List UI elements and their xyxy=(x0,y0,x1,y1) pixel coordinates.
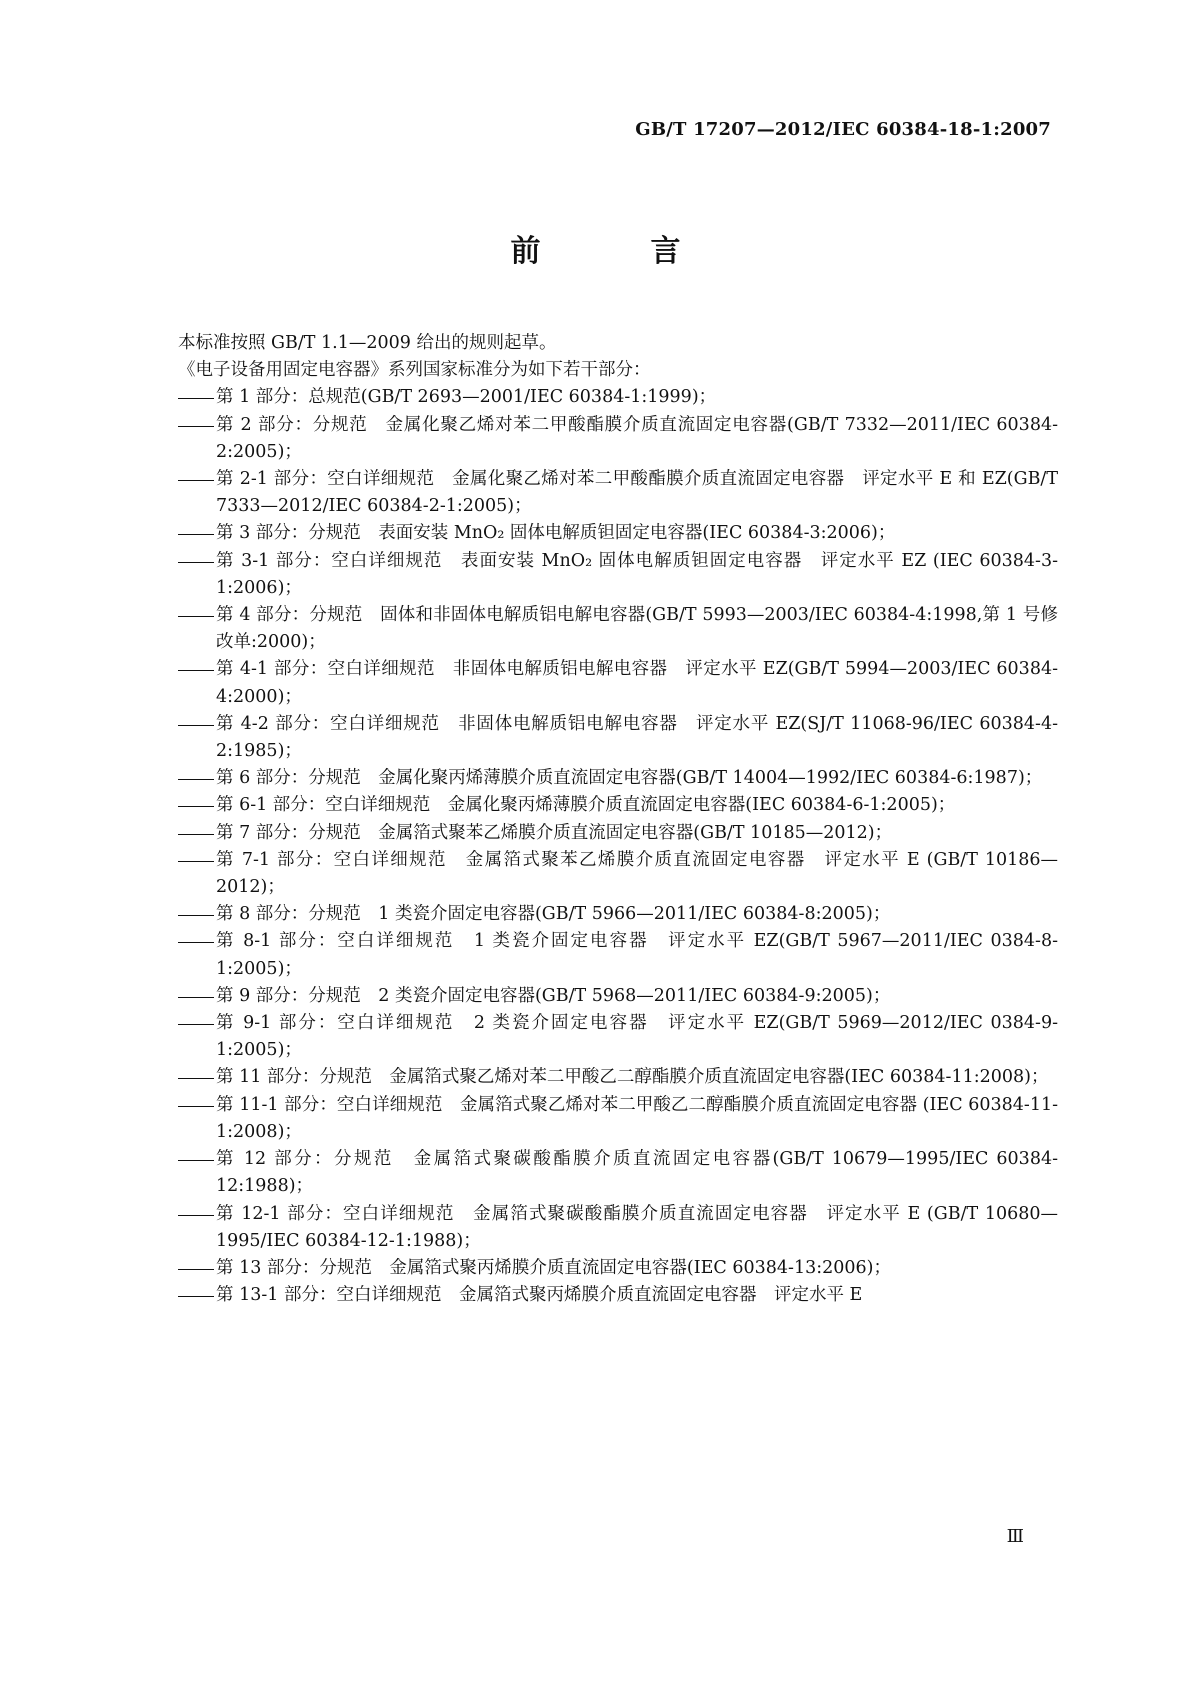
em-dash-marker xyxy=(178,656,216,671)
list-item-text: 第 3 部分：分规范 表面安装 MnO₂ 固体电解质钽固定电容器(IEC 60384-3:2006)； xyxy=(216,523,896,544)
list-item xyxy=(178,792,1058,819)
list-item-text: 第 4 部分：分规范 固体和非固体电解质铝电解电容器(GB/T 5993—2003/IEC 60384-4:1998,第 1 号修改单:2000)； xyxy=(216,605,1058,653)
list-item xyxy=(178,1064,1058,1091)
list-item-text: 第 12-1 部分：空白详细规范 金属箔式聚碳酸酯膜介质直流固定电容器 评定水平 E (GB/T 10680—1995/IEC 60384-12-1:1988)； xyxy=(216,1203,1058,1251)
list-item xyxy=(178,711,1058,765)
list-item-text: 第 9 部分：分规范 2 类瓷介固定电容器(GB/T 5968—2011/IEC 60384-9:2005)； xyxy=(216,985,891,1006)
list-item xyxy=(178,1255,1058,1282)
list-item-text: 第 12 部分：分规范 金属箔式聚碳酸酯膜介质直流固定电容器(GB/T 10679—1995/IEC 60384-12:1988)； xyxy=(216,1149,1058,1197)
list-item xyxy=(178,901,1058,928)
em-dash-marker xyxy=(178,412,216,427)
em-dash-marker xyxy=(178,928,216,943)
standard-number: GB/T 17207—2012/IEC 60384-18-1:2007 xyxy=(635,119,1051,140)
em-dash-marker xyxy=(178,1146,216,1161)
list-item-text: 第 2-1 部分：空白详细规范 金属化聚乙烯对苯二甲酸酯膜介质直流固定电容器 评定水平 E 和 EZ(GB/T 7333—2012/IEC 60384-2-1:2005)； xyxy=(216,469,1058,517)
em-dash-marker xyxy=(178,1282,216,1297)
list-item-text: 第 3-1 部分：空白详细规范 表面安装 MnO₂ 固体电解质钽固定电容器 评定水平 EZ (IEC 60384-3-1:2006)； xyxy=(216,550,1058,598)
intro-paragraph: 《电子设备用固定电容器》系列国家标准分为如下若干部分： xyxy=(178,360,651,381)
list-item xyxy=(178,847,1058,901)
list-item xyxy=(178,1092,1058,1146)
em-dash-marker xyxy=(178,384,216,399)
list-item xyxy=(178,520,1058,547)
list-item-text: 第 13 部分：分规范 金属箔式聚丙烯膜介质直流固定电容器(IEC 60384-13:2006)； xyxy=(216,1257,891,1278)
list-item xyxy=(178,820,1058,847)
list-item-text: 第 4-2 部分：空白详细规范 非固体电解质铝电解电容器 评定水平 EZ(SJ/T 11068-96/IEC 60384-4-2:1985)； xyxy=(216,713,1058,762)
list-item-text: 第 11 部分：分规范 金属箔式聚乙烯对苯二甲酸乙二醇酯膜介质直流固定电容器(IEC 60384-11:2008)； xyxy=(216,1067,1049,1088)
em-dash-marker xyxy=(178,792,216,807)
em-dash-marker xyxy=(178,466,216,481)
list-item-text: 第 9-1 部分：空白详细规范 2 类瓷介固定电容器 评定水平 EZ(GB/T 5969—2012/IEC 0384-9-1:2005)； xyxy=(216,1013,1058,1061)
page-number: Ⅲ xyxy=(1006,1526,1024,1547)
em-dash-marker xyxy=(178,1064,216,1079)
list-item xyxy=(178,384,1058,411)
list-item xyxy=(178,765,1058,792)
list-item xyxy=(178,602,1058,656)
list-item xyxy=(178,1201,1058,1255)
em-dash-marker xyxy=(178,983,216,998)
list-item-text: 第 8-1 部分：空白详细规范 1 类瓷介固定电容器 评定水平 EZ(GB/T 5967—2011/IEC 0384-8-1:2005)； xyxy=(216,931,1058,979)
em-dash-marker xyxy=(178,901,216,916)
list-item-text: 第 2 部分：分规范 金属化聚乙烯对苯二甲酸酯膜介质直流固定电容器(GB/T 7332—2011/IEC 60384-2:2005)； xyxy=(216,414,1058,462)
list-item xyxy=(178,1282,1058,1309)
list-item xyxy=(178,1010,1058,1064)
list-item-text: 第 4-1 部分：空白详细规范 非固体电解质铝电解电容器 评定水平 EZ(GB/T 5994—2003/IEC 60384-4:2000)； xyxy=(216,659,1058,707)
list-item xyxy=(178,656,1058,710)
em-dash-marker xyxy=(178,602,216,617)
em-dash-marker xyxy=(178,1092,216,1107)
list-item-text: 第 7 部分：分规范 金属箔式聚苯乙烯膜介质直流固定电容器(GB/T 10185—2012)； xyxy=(216,822,893,843)
em-dash-marker xyxy=(178,1201,216,1216)
list-item xyxy=(178,1146,1058,1200)
list-item-text: 第 13-1 部分：空白详细规范 金属箔式聚丙烯膜介质直流固定电容器 评定水平 E xyxy=(216,1285,863,1306)
list-item xyxy=(178,983,1058,1010)
document-body xyxy=(178,330,1058,1309)
list-item xyxy=(178,412,1058,466)
em-dash-marker xyxy=(178,711,216,726)
em-dash-marker xyxy=(178,765,216,780)
list-item-text: 第 11-1 部分：空白详细规范 金属箔式聚乙烯对苯二甲酸乙二醇酯膜介质直流固定电容器 (IEC 60384-11-1:2008)； xyxy=(216,1094,1058,1142)
em-dash-marker xyxy=(178,1255,216,1270)
em-dash-marker xyxy=(178,847,216,862)
list-item-text: 第 6-1 部分：空白详细规范 金属化聚丙烯薄膜介质直流固定电容器(IEC 60384-6-1:2005)； xyxy=(216,795,956,816)
list-item xyxy=(178,928,1058,982)
em-dash-marker xyxy=(178,548,216,563)
list-item-text: 第 1 部分：总规范(GB/T 2693—2001/IEC 60384-1:1999)； xyxy=(216,387,717,408)
em-dash-marker xyxy=(178,520,216,535)
list-item xyxy=(178,466,1058,520)
page-title: 前 言 xyxy=(510,234,721,269)
list-item xyxy=(178,548,1058,602)
list-item-text: 第 6 部分：分规范 金属化聚丙烯薄膜介质直流固定电容器(GB/T 14004—1992/IEC 60384-6:1987)； xyxy=(216,768,1043,789)
list-item-text: 第 7-1 部分：空白详细规范 金属箔式聚苯乙烯膜介质直流固定电容器 评定水平 E (GB/T 10186—2012)； xyxy=(216,849,1058,898)
em-dash-marker xyxy=(178,1010,216,1025)
em-dash-marker xyxy=(178,820,216,835)
intro-paragraph: 本标准按照 GB/T 1.1—2009 给出的规则起草。 xyxy=(178,333,557,353)
list-item-text: 第 8 部分：分规范 1 类瓷介固定电容器(GB/T 5966—2011/IEC 60384-8:2005)； xyxy=(216,904,891,925)
